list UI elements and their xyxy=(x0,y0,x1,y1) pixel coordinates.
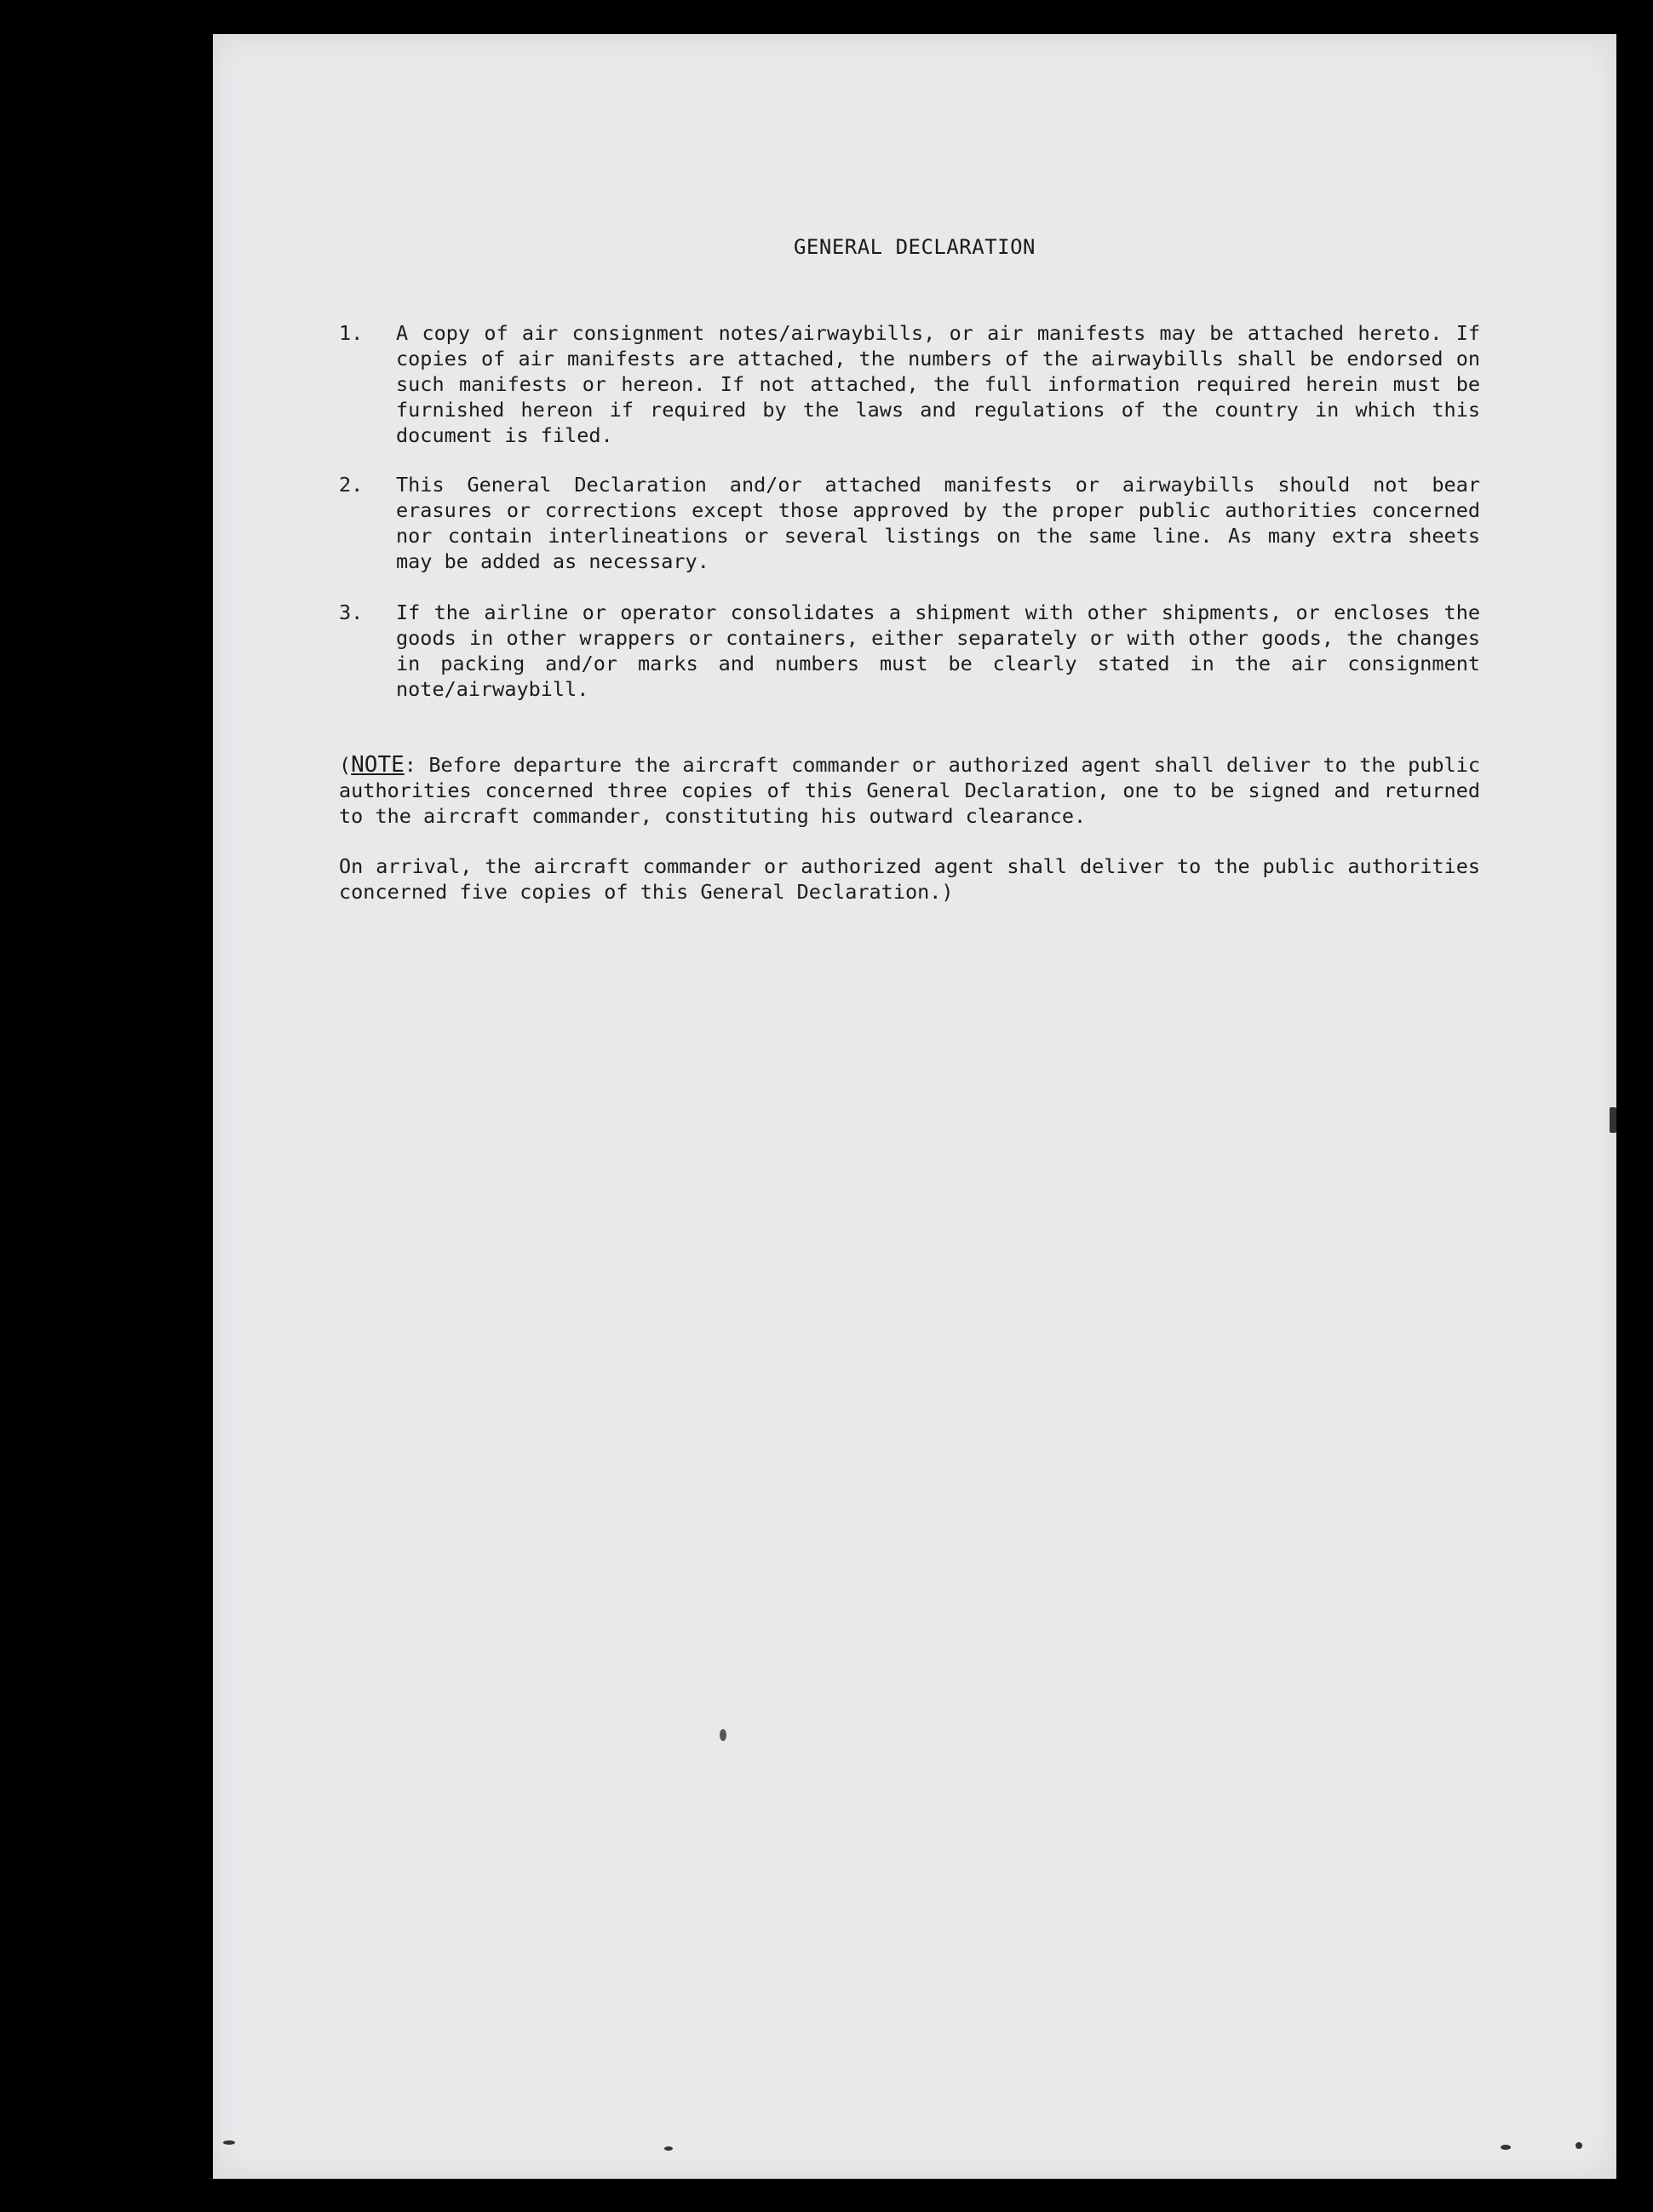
note-open-paren: ( xyxy=(339,753,352,777)
note-label: NOTE xyxy=(351,752,405,778)
arrival-text: On arrival, the aircraft commander or authorized agent shall deliver to the public authorities concerned five copies of this General Declaration.) xyxy=(339,854,1480,904)
scan-speck xyxy=(720,1729,726,1741)
clause-number: 3. xyxy=(339,600,364,624)
scan-speck xyxy=(1576,2142,1582,2149)
document-title: GENERAL DECLARATION xyxy=(793,235,1036,259)
clause-text: If the airline or operator consolidates a shipment with other shipments, or encloses the goods in other wrappers or containers, either separately or with other goods, the changes in packing and/or marks and numbers must be clearly stated in the air consignment note/airwaybill. xyxy=(396,600,1480,701)
scan-speck xyxy=(1610,1107,1616,1133)
arrival-paragraph xyxy=(339,853,1480,905)
clause-text: A copy of air consignment notes/airwaybills, or air manifests may be attached hereto. If copies of air manifests are attached, the numbers of the airwaybills shall be endorsed on such manifests or hereon. If not attached, the full information required herein must be furnished hereon if required by the laws and regulations of the country in which this document is filed. xyxy=(396,321,1480,447)
clause-text: This General Declaration and/or attached manifests or airwaybills should not bear erasures or corrections except those approved by the proper public authorities concerned nor contain interlineations or several listings on the same line. As many extra sheets may be added as necessary. xyxy=(396,473,1480,573)
scan-speck xyxy=(1501,2145,1511,2150)
scan-speck xyxy=(664,2146,673,2151)
clause-2 xyxy=(339,472,1480,574)
note-text: : Before departure the aircraft commander or authorized agent shall deliver to the public authorities concerned three copies of this General Declaration, one to be signed and returned to the aircraft commander, constituting his outward clearance. xyxy=(339,753,1480,828)
clause-1 xyxy=(339,320,1480,448)
clause-number: 2. xyxy=(339,473,364,497)
document-page xyxy=(213,34,1616,2179)
clause-number: 1. xyxy=(339,321,364,345)
note-paragraph xyxy=(339,752,1480,829)
scan-speck xyxy=(223,2140,235,2145)
clause-3 xyxy=(339,600,1480,702)
